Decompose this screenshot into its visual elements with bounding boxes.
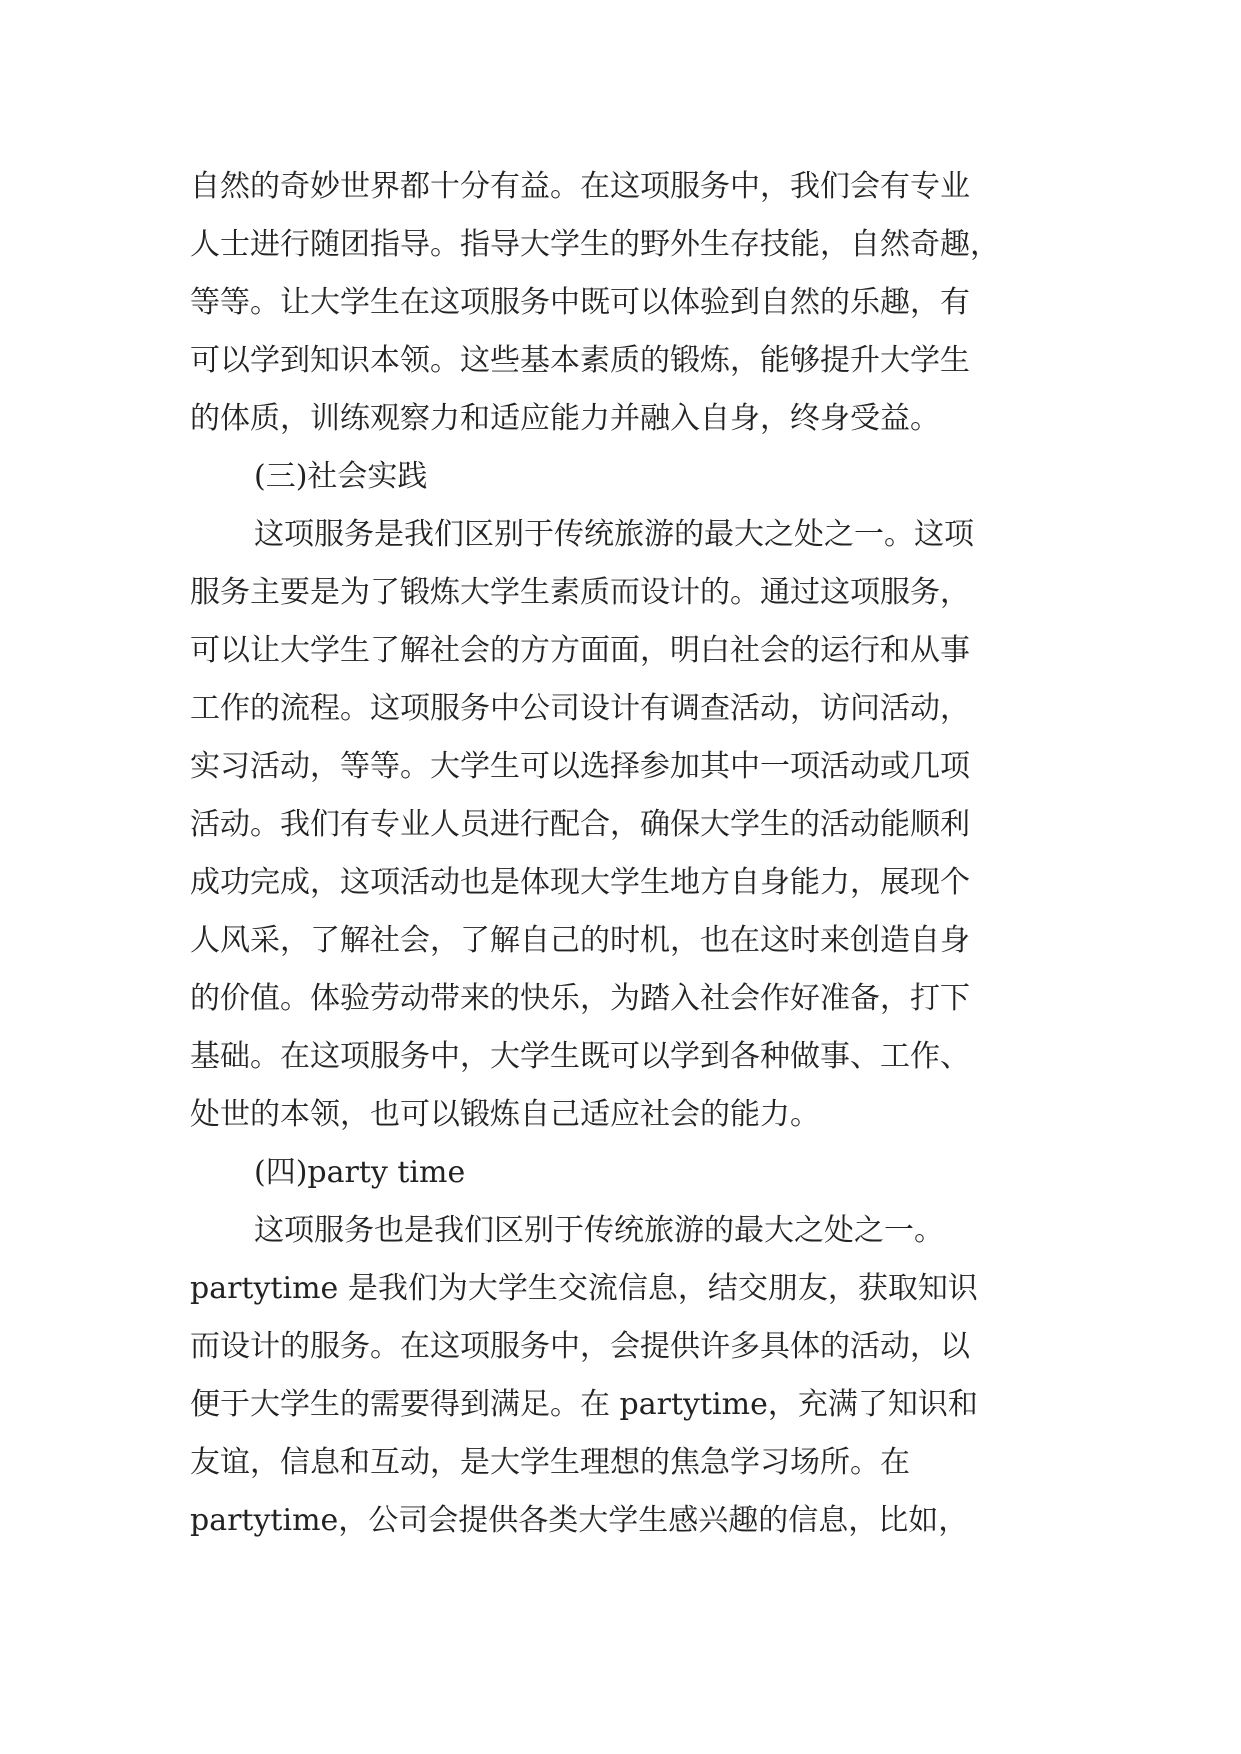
body-line: 工作的流程。这项服务中公司设计有调查活动，访问活动， [190, 691, 970, 726]
body-line: 基础。在这项服务中，大学生既可以学到各种做事、工作、 [190, 1039, 970, 1074]
body-line: 实习活动，等等。大学生可以选择参加其中一项活动或几项 [190, 749, 970, 784]
paragraph-start-line: 这项服务是我们区别于传统旅游的最大之处之一。这项 [254, 517, 974, 552]
section-heading: (三)社会实践 [254, 459, 428, 494]
paragraph-start-line: 这项服务也是我们区别于传统旅游的最大之处之一。 [254, 1213, 944, 1248]
body-line: 服务主要是为了锻炼大学生素质而设计的。通过这项服务， [190, 575, 970, 610]
body-line: 人风采，了解社会，了解自己的时机，也在这时来创造自身 [190, 923, 970, 958]
body-line: 友谊，信息和互动，是大学生理想的焦急学习场所。在 [190, 1445, 910, 1480]
body-line: 可以学到知识本领。这些基本素质的锻炼，能够提升大学生 [190, 343, 970, 378]
body-line: 自然的奇妙世界都十分有益。在这项服务中，我们会有专业 [190, 169, 970, 204]
body-line: 而设计的服务。在这项服务中，会提供许多具体的活动，以 [190, 1329, 970, 1364]
document-body [190, 158, 1070, 1550]
body-line: 可以让大学生了解社会的方方面面，明白社会的运行和从事 [190, 633, 970, 668]
body-line: 的价值。体验劳动带来的快乐，为踏入社会作好准备，打下 [190, 981, 970, 1016]
body-line: partytime 是我们为大学生交流信息，结交朋友，获取知识 [190, 1271, 978, 1306]
section-heading: (四)party time [254, 1155, 466, 1190]
body-line: 处世的本领，也可以锻炼自己适应社会的能力。 [190, 1097, 820, 1132]
body-line: 等等。让大学生在这项服务中既可以体验到自然的乐趣，有 [190, 285, 970, 320]
body-line: partytime，公司会提供各类大学生感兴趣的信息，比如， [190, 1503, 969, 1538]
body-line: 人士进行随团指导。指导大学生的野外生存技能，自然奇趣， [190, 227, 1000, 262]
body-line: 成功完成，这项活动也是体现大学生地方自身能力，展现个 [190, 865, 970, 900]
body-line: 便于大学生的需要得到满足。在 partytime，充满了知识和 [190, 1387, 978, 1422]
body-line: 的体质，训练观察力和适应能力并融入自身，终身受益。 [190, 401, 940, 436]
body-line: 活动。我们有专业人员进行配合，确保大学生的活动能顺利 [190, 807, 970, 842]
